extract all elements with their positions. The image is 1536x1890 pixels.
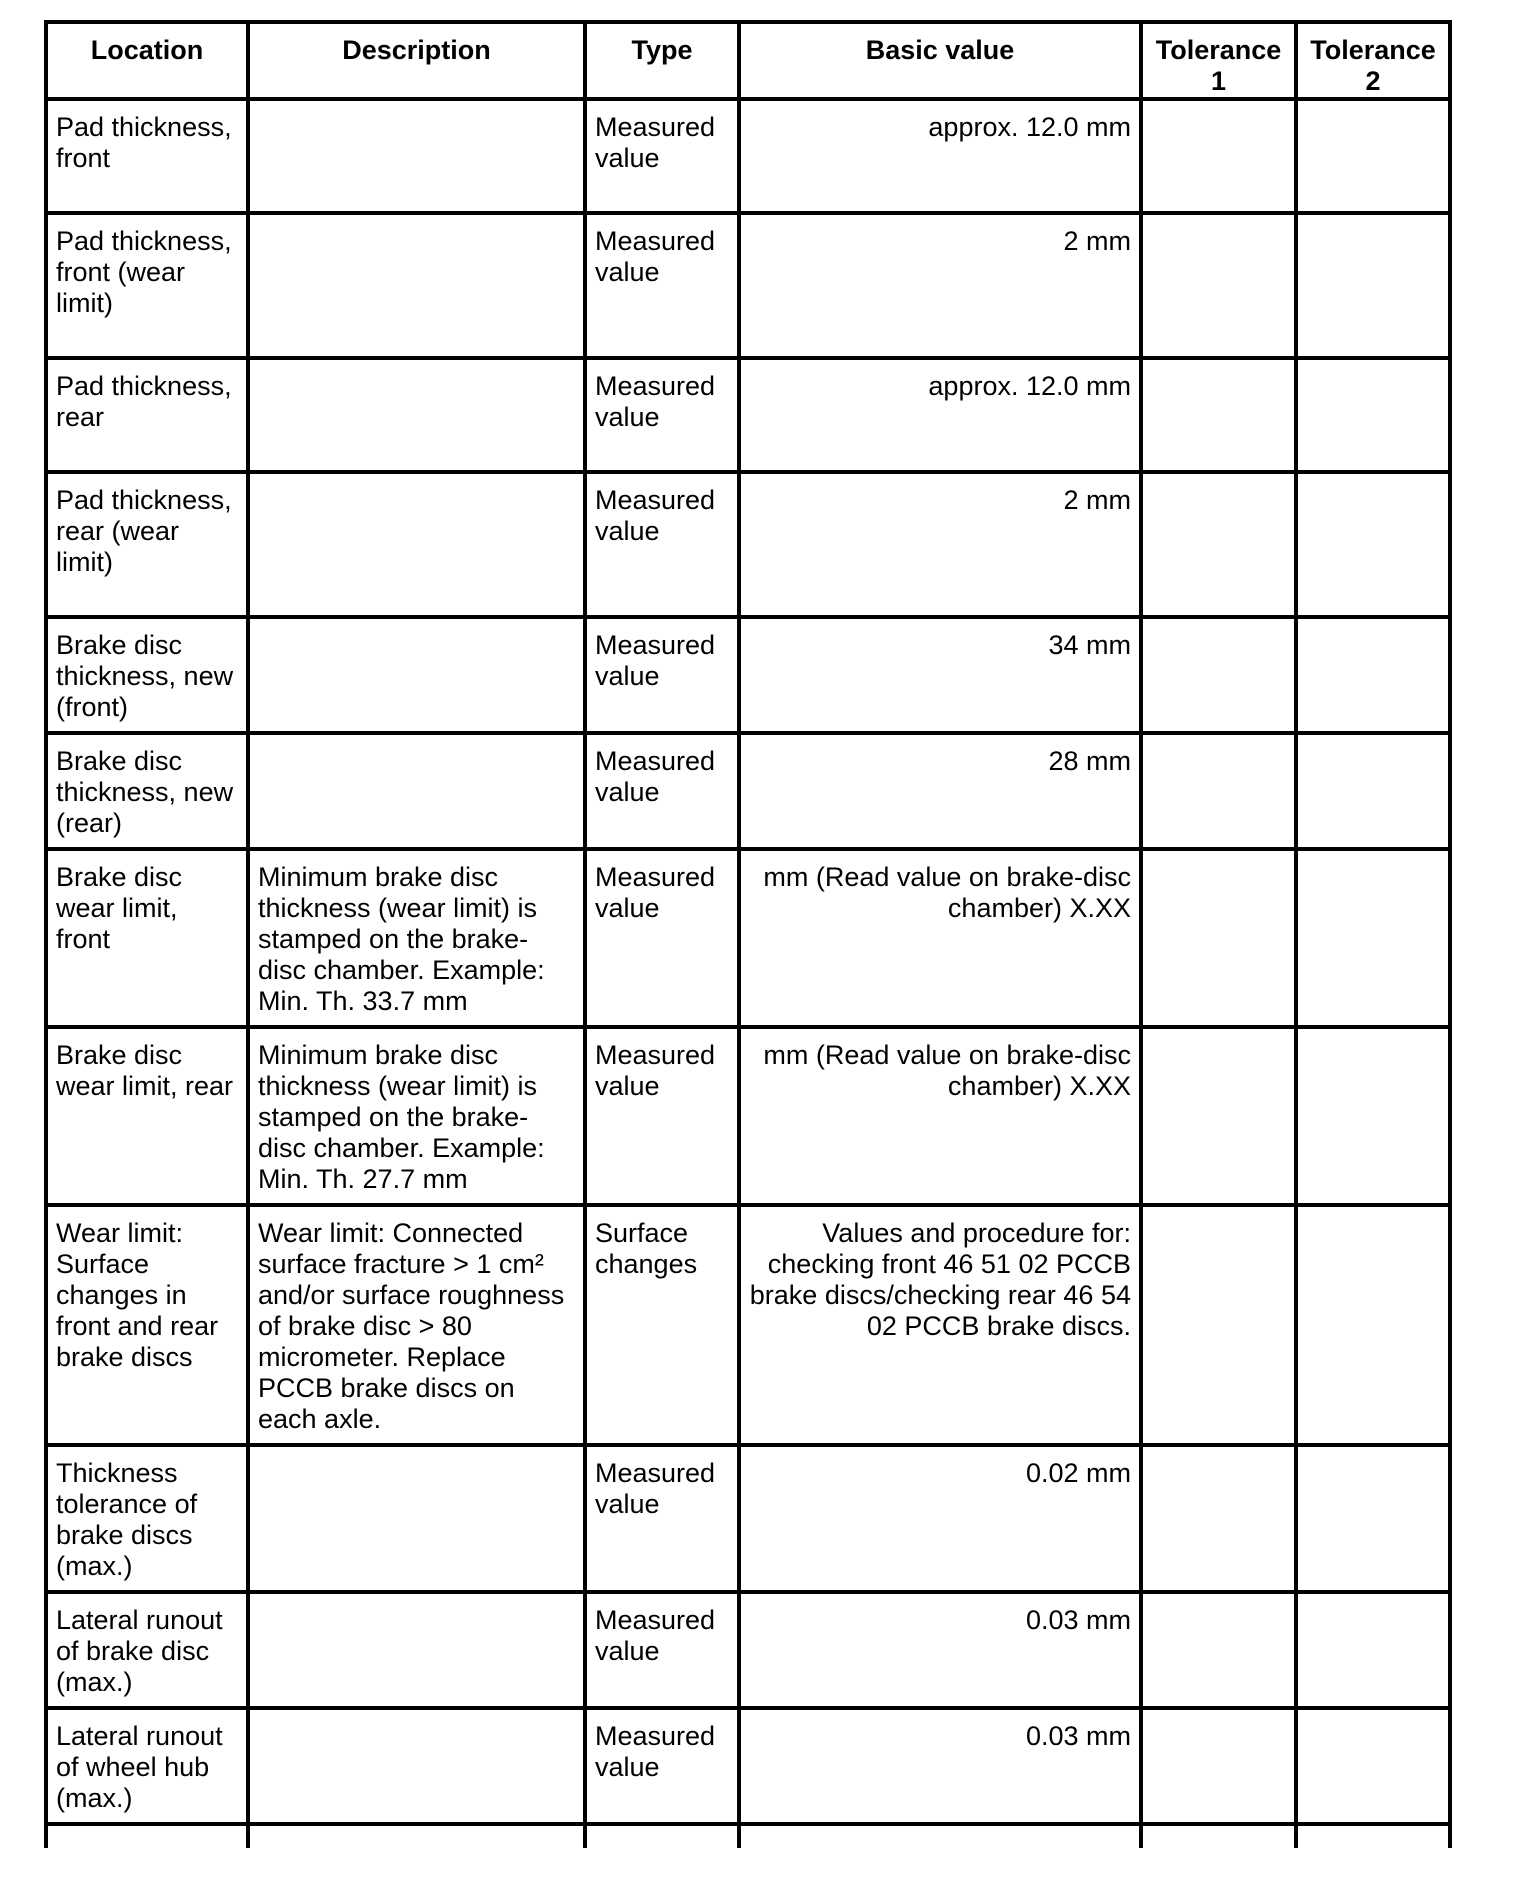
cell-tolerance-1: [1141, 849, 1296, 1027]
cell-tolerance-1: [1141, 1592, 1296, 1708]
cell-basic-value: 0.03 mm: [739, 1592, 1141, 1708]
cell-location: Lateral runout of brake disc (max.): [46, 1592, 248, 1708]
cell-description: [248, 213, 585, 358]
cell-empty: [1296, 1824, 1450, 1848]
cell-type: Measured value: [585, 733, 739, 849]
header-location: Location: [46, 22, 248, 99]
cell-type: Measured value: [585, 849, 739, 1027]
cell-tolerance-1: [1141, 1445, 1296, 1592]
cell-location: Pad thickness, rear (wear limit): [46, 472, 248, 617]
cell-tolerance-2: [1296, 1205, 1450, 1445]
cell-location: Lateral runout of wheel hub (max.): [46, 1708, 248, 1824]
cell-description: [248, 358, 585, 472]
cell-location: Pad thickness, front (wear limit): [46, 213, 248, 358]
header-tolerance-1: Tolerance 1: [1141, 22, 1296, 99]
cell-location: Pad thickness, front: [46, 99, 248, 213]
cell-type: Measured value: [585, 1592, 739, 1708]
table-row-continuation: [46, 1824, 1450, 1848]
cell-description: [248, 472, 585, 617]
cell-basic-value: 28 mm: [739, 733, 1141, 849]
cell-tolerance-1: [1141, 1205, 1296, 1445]
cell-type: Surface changes: [585, 1205, 739, 1445]
cell-tolerance-1: [1141, 358, 1296, 472]
cell-location: Brake disc wear limit, front: [46, 849, 248, 1027]
cell-location: Wear limit: Surface changes in front and rear brake discs: [46, 1205, 248, 1445]
cell-basic-value: 2 mm: [739, 213, 1141, 358]
cell-basic-value: 34 mm: [739, 617, 1141, 733]
cell-location: Brake disc thickness, new (front): [46, 617, 248, 733]
cell-type: Measured value: [585, 99, 739, 213]
header-basic-value: Basic value: [739, 22, 1141, 99]
cell-location: Thickness tolerance of brake discs (max.): [46, 1445, 248, 1592]
cell-tolerance-2: [1296, 849, 1450, 1027]
cell-location: Brake disc thickness, new (rear): [46, 733, 248, 849]
table-row: [46, 1445, 1450, 1592]
cell-basic-value: 0.02 mm: [739, 1445, 1141, 1592]
cell-description: [248, 1708, 585, 1824]
cell-description: [248, 733, 585, 849]
cell-empty: [46, 1824, 248, 1848]
table-row: [46, 849, 1450, 1027]
cell-location: Pad thickness, rear: [46, 358, 248, 472]
cell-description: [248, 99, 585, 213]
table-header-row: [46, 22, 1450, 99]
cell-tolerance-1: [1141, 472, 1296, 617]
brake-spec-table: [44, 20, 1452, 1848]
cell-type: Measured value: [585, 617, 739, 733]
cell-type: Measured value: [585, 1708, 739, 1824]
cell-empty: [739, 1824, 1141, 1848]
cell-tolerance-2: [1296, 733, 1450, 849]
header-type: Type: [585, 22, 739, 99]
cell-description: [248, 1445, 585, 1592]
cell-location: Brake disc wear limit, rear: [46, 1027, 248, 1205]
cell-tolerance-1: [1141, 213, 1296, 358]
cell-basic-value: Values and procedure for: checking front 46 51 02 PCCB brake discs/checking rear 46 54 02 PCCB brake discs.: [739, 1205, 1141, 1445]
cell-basic-value: mm (Read value on brake-disc chamber) X.XX: [739, 1027, 1141, 1205]
cell-tolerance-2: [1296, 617, 1450, 733]
cell-empty: [585, 1824, 739, 1848]
cell-description: Minimum brake disc thickness (wear limit) is stamped on the brake-disc chamber. Example: Min. Th. 33.7 mm: [248, 849, 585, 1027]
cell-description: Minimum brake disc thickness (wear limit) is stamped on the brake-disc chamber. Example: Min. Th. 27.7 mm: [248, 1027, 585, 1205]
cell-tolerance-2: [1296, 99, 1450, 213]
cell-type: Measured value: [585, 1445, 739, 1592]
cell-tolerance-2: [1296, 472, 1450, 617]
cell-description: [248, 1592, 585, 1708]
header-tolerance-2: Tolerance 2: [1296, 22, 1450, 99]
table-row: [46, 1205, 1450, 1445]
cell-basic-value: mm (Read value on brake-disc chamber) X.XX: [739, 849, 1141, 1027]
cell-tolerance-2: [1296, 1027, 1450, 1205]
cell-tolerance-2: [1296, 1592, 1450, 1708]
table-row: [46, 1592, 1450, 1708]
cell-tolerance-2: [1296, 358, 1450, 472]
cell-tolerance-2: [1296, 213, 1450, 358]
cell-tolerance-2: [1296, 1708, 1450, 1824]
cell-type: Measured value: [585, 213, 739, 358]
cell-tolerance-1: [1141, 617, 1296, 733]
cell-empty: [1141, 1824, 1296, 1848]
table-row: [46, 733, 1450, 849]
table-row: [46, 99, 1450, 213]
cell-tolerance-1: [1141, 99, 1296, 213]
cell-empty: [248, 1824, 585, 1848]
table-row: [46, 1027, 1450, 1205]
cell-basic-value: approx. 12.0 mm: [739, 358, 1141, 472]
cell-description: [248, 617, 585, 733]
cell-tolerance-1: [1141, 1027, 1296, 1205]
cell-basic-value: 0.03 mm: [739, 1708, 1141, 1824]
cell-type: Measured value: [585, 472, 739, 617]
cell-tolerance-2: [1296, 1445, 1450, 1592]
table-row: [46, 213, 1450, 358]
table-row: [46, 472, 1450, 617]
cell-tolerance-1: [1141, 1708, 1296, 1824]
table-row: [46, 617, 1450, 733]
cell-type: Measured value: [585, 1027, 739, 1205]
cell-tolerance-1: [1141, 733, 1296, 849]
table-row: [46, 1708, 1450, 1824]
header-description: Description: [248, 22, 585, 99]
cell-description: Wear limit: Connected surface fracture > 1 cm² and/or surface roughness of brake disc > 80 micrometer. Replace PCCB brake discs on each axle.: [248, 1205, 585, 1445]
table-row: [46, 358, 1450, 472]
cell-basic-value: 2 mm: [739, 472, 1141, 617]
cell-basic-value: approx. 12.0 mm: [739, 99, 1141, 213]
cell-type: Measured value: [585, 358, 739, 472]
